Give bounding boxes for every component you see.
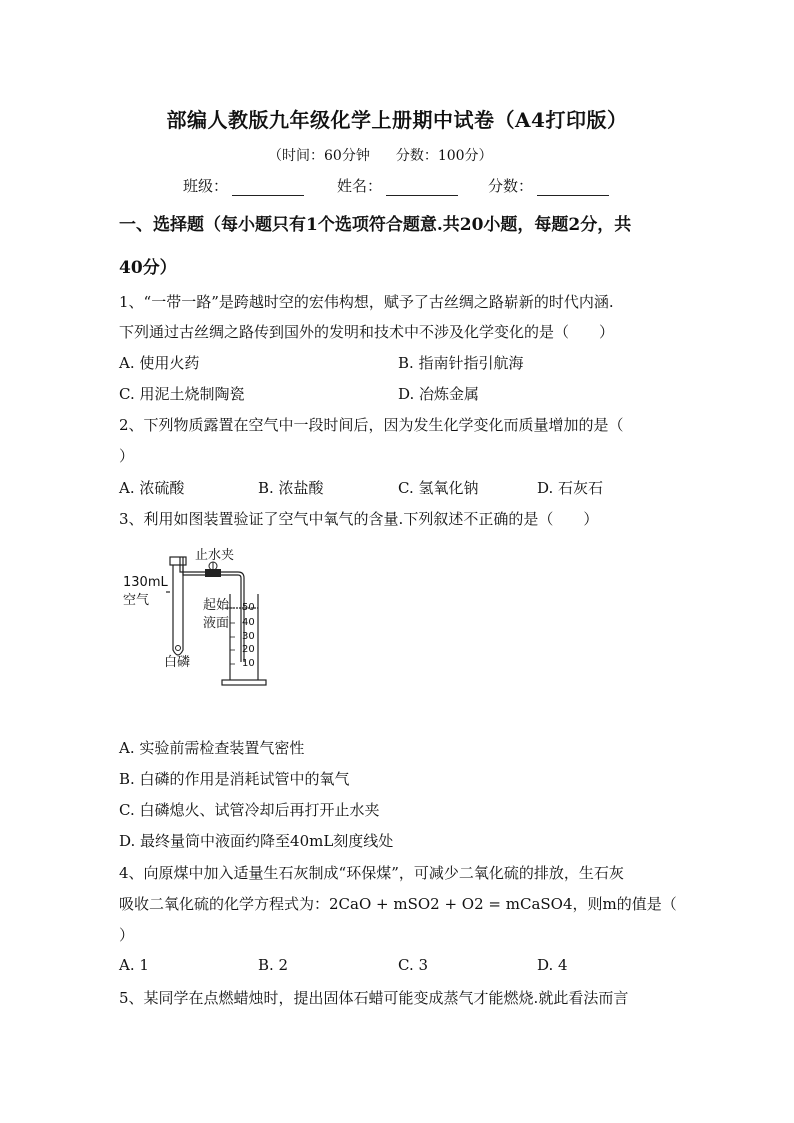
q2-option-b: B. 浓盐酸 xyxy=(258,479,324,497)
question-1-stem-cont: 下列通过古丝绸之路传到国外的发明和技术中不涉及化学变化的是（ ） xyxy=(119,323,615,341)
score-blank xyxy=(537,181,609,196)
clamp-icon xyxy=(205,562,221,577)
tick-label-30: 30 xyxy=(242,631,255,642)
question-2-stem: 2、下列物质露置在空气中一段时间后，因为发生化学变化而质量增加的是（ xyxy=(119,416,624,434)
class-blank xyxy=(232,181,304,196)
exam-time: （时间：60分钟 xyxy=(268,148,370,164)
score-label: 分数： xyxy=(488,177,534,195)
cylinder-ticks xyxy=(230,608,235,664)
q3-option-d: D. 最终量筒中液面约降至40mL刻度线处 xyxy=(119,832,394,850)
q1-option-d: D. 冶炼金属 xyxy=(398,385,480,403)
question-4-stem-cont: 吸收二氧化硫的化学方程式为：2CaO + mSO2 + O2 = mCaSO4，则m的值是（ xyxy=(119,895,677,913)
q1-option-a: A. 使用火药 xyxy=(119,354,200,372)
question-3-stem: 3、利用如图装置验证了空气中氧气的含量.下列叙述不正确的是（ ） xyxy=(119,510,599,528)
question-1-stem: 1、“一带一路”是跨越时空的宏伟构想，赋予了古丝绸之路崭新的时代内涵. xyxy=(119,293,614,311)
page-title: 部编人教版九年级化学上册期中试卷（A4打印版） xyxy=(166,108,628,132)
tick-label-10: 10 xyxy=(242,658,255,669)
question-5-stem: 5、某同学在点燃蜡烛时，提出固体石蜡可能变成蒸气才能燃烧.就此看法而言 xyxy=(119,989,629,1007)
question-2-stem-cont: ） xyxy=(119,447,135,465)
q4-option-a: A. 1 xyxy=(119,956,149,974)
q3-option-c: C. 白磷熄火、试管冷却后再打开止水夹 xyxy=(119,801,380,819)
question-4-stem: 4、向原煤中加入适量生石灰制成“环保煤”，可减少二氧化硫的排放，生石灰 xyxy=(119,864,624,882)
label-start-1: 起始 xyxy=(203,598,230,613)
label-start-2: 液面 xyxy=(203,616,230,631)
q3-option-b: B. 白磷的作用是消耗试管中的氧气 xyxy=(119,770,350,788)
tick-label-50: 50 xyxy=(242,602,255,613)
name-field xyxy=(337,175,458,196)
q3-option-a: A. 实验前需检查装置气密性 xyxy=(119,739,305,757)
phosphorus-icon xyxy=(176,646,181,651)
q2-option-d: D. 石灰石 xyxy=(537,479,604,497)
question-4-stem-end: ） xyxy=(119,926,135,944)
apparatus-figure xyxy=(118,542,288,692)
tick-label-40: 40 xyxy=(242,617,255,628)
q1-option-b: B. 指南针指引航海 xyxy=(398,354,524,372)
q1-option-c: C. 用泥土烧制陶瓷 xyxy=(119,385,245,403)
q4-option-b: B. 2 xyxy=(258,956,289,974)
section-heading: 一、选择题（每小题只有1个选项符合题意.共20小题，每题2分，共 xyxy=(119,215,632,235)
label-clamp: 止水夹 xyxy=(195,548,235,563)
name-label: 姓名： xyxy=(337,177,383,195)
q4-option-c: C. 3 xyxy=(398,956,429,974)
exam-meta xyxy=(268,145,519,165)
class-field xyxy=(183,175,304,196)
label-air: 空气 xyxy=(123,593,150,608)
score-field xyxy=(488,175,609,196)
q4-option-d: D. 4 xyxy=(537,956,568,974)
label-volume: 130mL xyxy=(123,575,168,590)
label-phosphorus: 白磷 xyxy=(164,655,191,670)
q2-option-a: A. 浓硫酸 xyxy=(119,479,185,497)
q2-option-c: C. 氢氧化钠 xyxy=(398,479,479,497)
class-label: 班级： xyxy=(183,177,229,195)
exam-total-score: 分数：100分） xyxy=(395,148,493,164)
section-heading-cont: 40分） xyxy=(119,258,177,278)
tick-label-20: 20 xyxy=(242,644,255,655)
name-blank xyxy=(386,181,458,196)
